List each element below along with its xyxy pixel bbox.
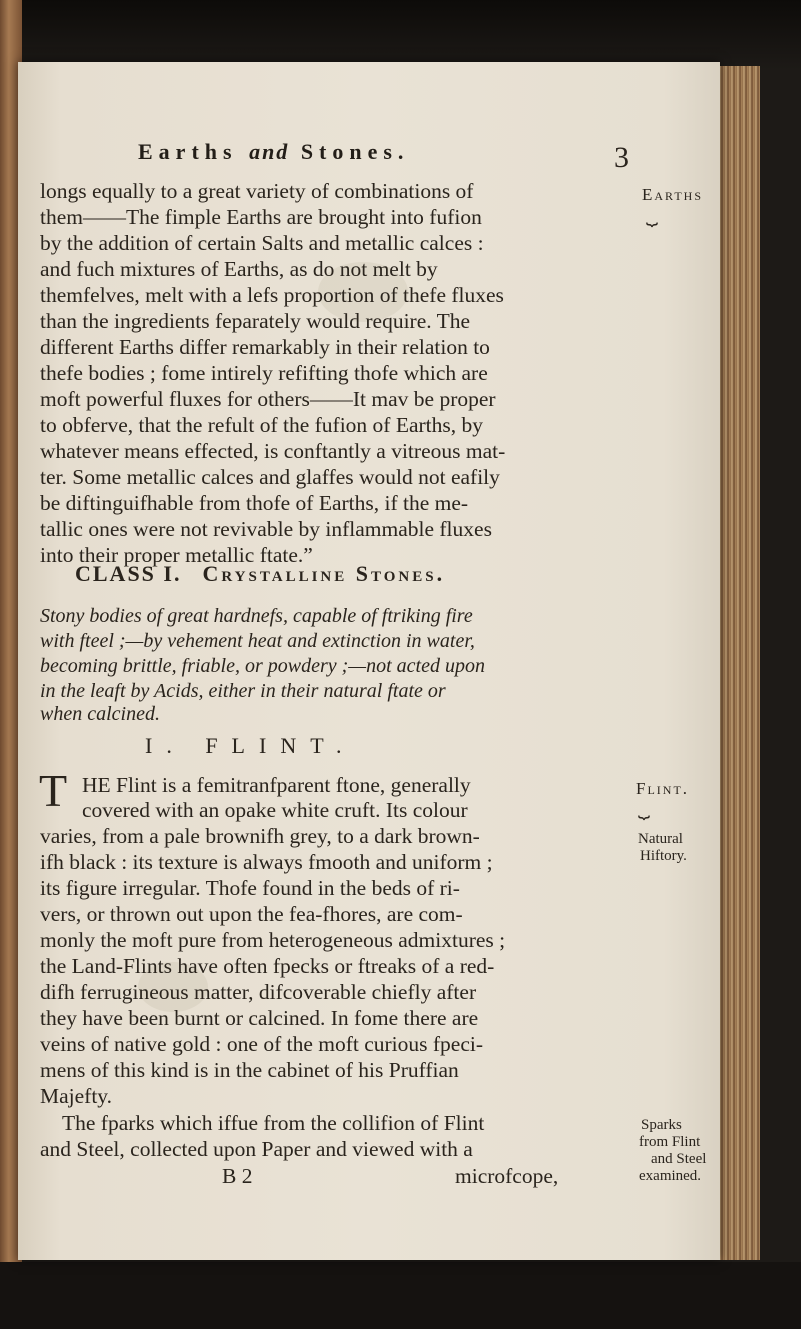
- page-edges: [718, 66, 760, 1260]
- definition-line: when calcined.: [40, 703, 160, 725]
- text-line: themfelves, melt with a lefs proportion of thefe fluxes: [40, 283, 504, 307]
- text-line: by the addition of certain Salts and metallic calces :: [40, 231, 484, 255]
- text-line: monly the moft pure from heterogeneous admixtures ;: [40, 928, 506, 952]
- text-line: The fparks which iffue from the collifion of Flint: [62, 1111, 485, 1135]
- text-line: covered with an opake white cruft. Its colour: [82, 798, 468, 822]
- text-line: to obferve, that the refult of the fufion of Earths, by: [40, 413, 483, 437]
- text-line: the Land-Flints have often fpecks or ftreaks of a red-: [40, 954, 495, 978]
- text-line: ter. Some metallic calces and glaffes would not eafily: [40, 465, 500, 489]
- margin-note-natural: Natural: [638, 831, 683, 847]
- margin-note-and-steel: and Steel: [651, 1151, 707, 1167]
- text-line: and fuch mixtures of Earths, as do not melt by: [40, 257, 438, 281]
- page-number: 3: [614, 141, 629, 174]
- definition-line: becoming brittle, friable, or powdery ;—not acted upon: [40, 655, 485, 677]
- text-line: its figure irregular. Thofe found in the beds of ri-: [40, 876, 460, 900]
- brace-icon: ⏟: [646, 204, 658, 226]
- text-line: whatever means effected, is conftantly a vitreous mat-: [40, 439, 506, 463]
- margin-note-flint: Flint.: [636, 779, 690, 798]
- text-line: Majefty.: [40, 1084, 113, 1108]
- definition-line: Stony bodies of great hardnefs, capable of ftriking fire: [40, 605, 473, 627]
- text-line: they have been burnt or calcined. In fome there are: [40, 1006, 479, 1030]
- text-line: moft powerful fluxes for others——It mav be proper: [40, 387, 496, 411]
- text-line: different Earths differ remarkably in their relation to: [40, 335, 490, 359]
- margin-note-from-flint: from Flint: [639, 1134, 701, 1150]
- text-line: HE Flint is a femitranfparent ftone, generally: [82, 773, 471, 797]
- definition-line: in the leaft by Acids, either in their natural ftate or: [40, 680, 446, 702]
- text-line: varies, from a pale brownifh grey, to a dark brown-: [40, 824, 480, 848]
- catchword: microfcope,: [455, 1164, 559, 1188]
- text-line: vers, or thrown out upon the fea-fhores, are com-: [40, 902, 463, 926]
- text-line: and Steel, collected upon Paper and viewed with a: [40, 1137, 473, 1161]
- text-line: them——The fimple Earths are brought into fufion: [40, 205, 482, 229]
- margin-note-examined: examined.: [639, 1168, 702, 1184]
- class-heading: CLASS I. Crystalline Stones.: [75, 561, 446, 586]
- text-line: difh ferrugineous matter, difcoverable chiefly after: [40, 980, 477, 1004]
- section-heading: I. FLINT.: [145, 733, 356, 758]
- running-head: Earths and Stones.: [138, 139, 410, 164]
- definition-line: with fteel ;—by vehement heat and extinction in water,: [40, 630, 475, 652]
- margin-note-earths: Earths: [642, 185, 704, 204]
- text-line: into their proper metallic ftate.”: [40, 543, 313, 567]
- bottom-shadow: [0, 1262, 801, 1329]
- text-line: veins of native gold : one of the moft curious fpeci-: [40, 1032, 484, 1056]
- top-shadow: [0, 0, 801, 70]
- brace-icon: ⏟: [638, 797, 650, 819]
- signature-mark: B 2: [222, 1164, 253, 1188]
- text-line: thefe bodies ; fome intirely refifting thofe which are: [40, 361, 488, 385]
- margin-note-history: Hiftory.: [640, 848, 687, 864]
- text-line: ifh black : its texture is always fmooth and uniform ;: [40, 850, 493, 874]
- text-line: mens of this kind is in the cabinet of his Pruffian: [40, 1058, 459, 1082]
- drop-cap: T: [39, 765, 68, 816]
- text-line: be diftinguifhable from thofe of Earths, if the me-: [40, 491, 469, 515]
- text-line: tallic ones were not revivable by inflammable fluxes: [40, 517, 492, 541]
- text-line: longs equally to a great variety of combinations of: [40, 179, 474, 203]
- margin-note-sparks: Sparks: [641, 1117, 682, 1133]
- text-line: than the ingredients feparately would require. The: [40, 309, 471, 333]
